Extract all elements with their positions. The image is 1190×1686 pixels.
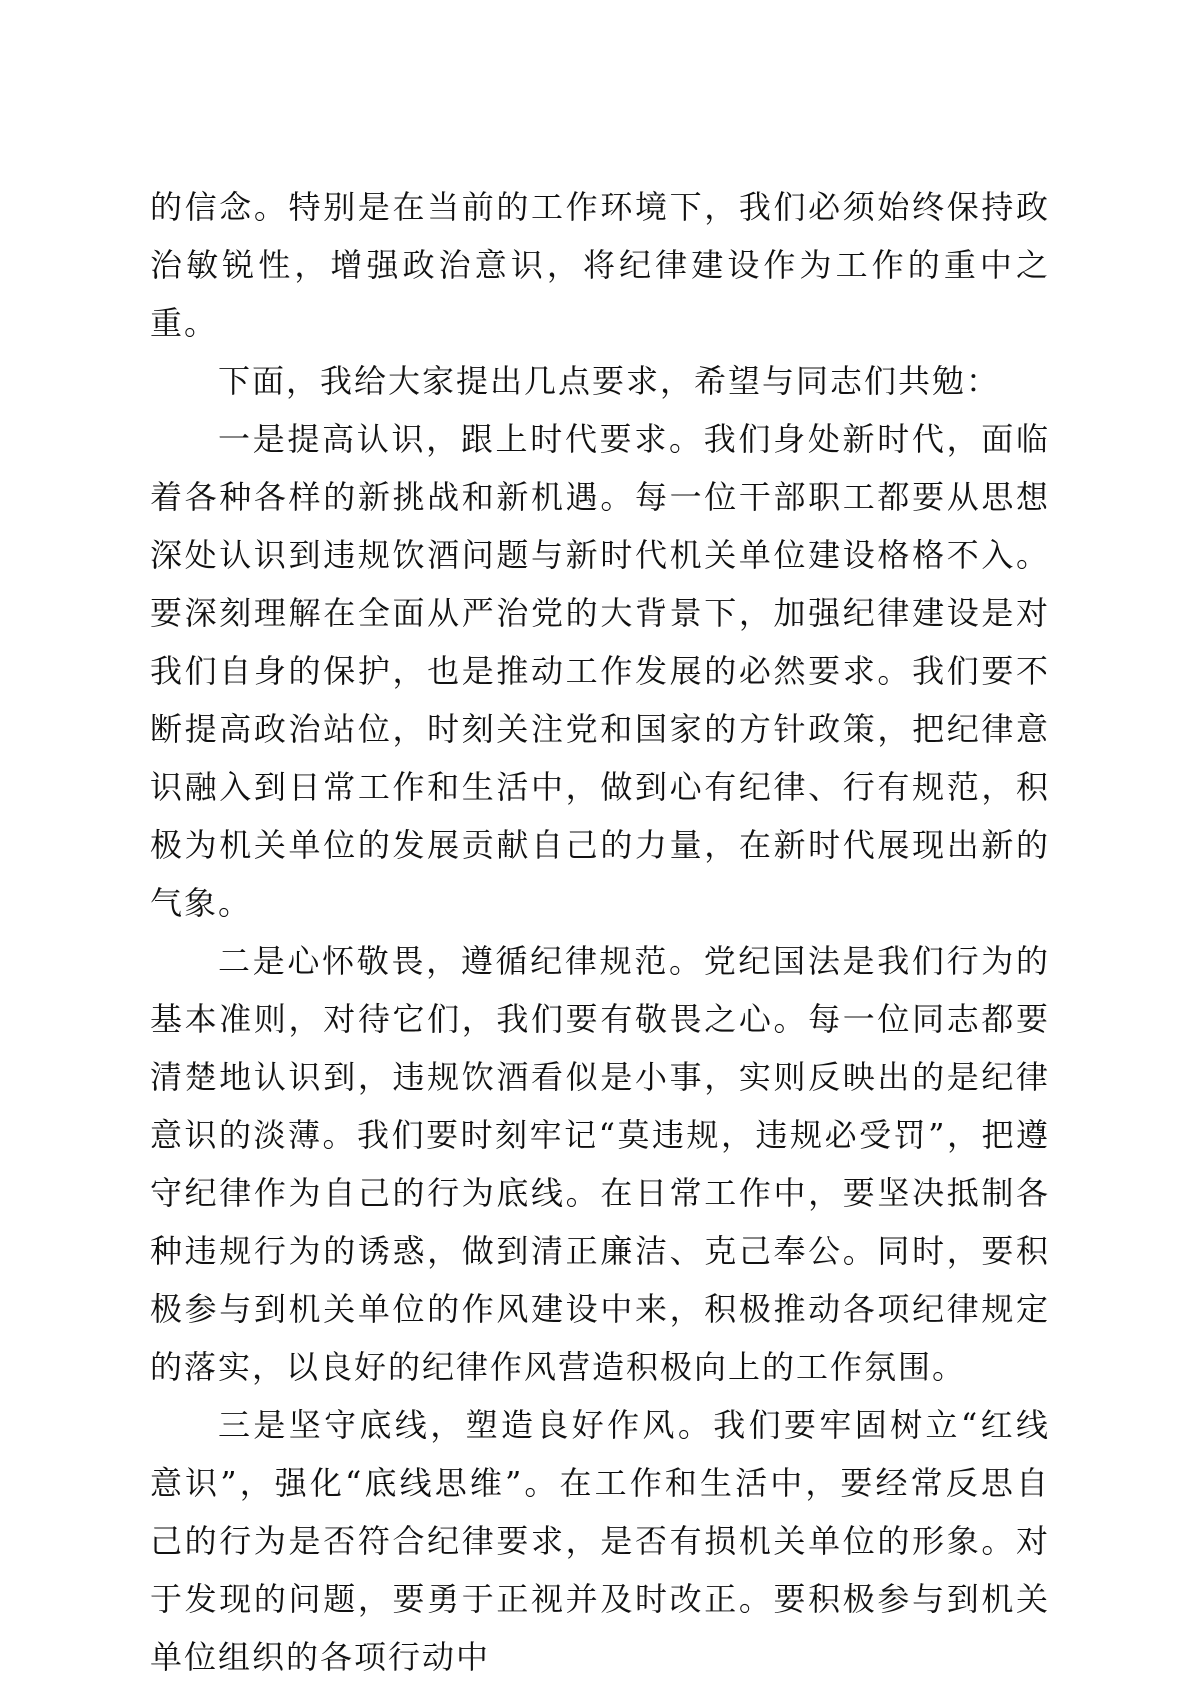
paragraph-5: 三是坚守底线，塑造良好作风。我们要牢固树立“红线意识”，强化“底线思维”。在工作和生活中，要经常反思自己的行为是否符合纪律要求，是否有损机关单位的形象。对于发现的问题，要勇于正视并及时改正。要积极参与到机关单位组织的各项行动中 [150, 1406, 1050, 1676]
document-body [150, 178, 1050, 1686]
paragraph-3: 一是提高认识，跟上时代要求。我们身处新时代，面临着各种各样的新挑战和新机遇。每一位干部职工都要从思想深处认识到违规饮酒问题与新时代机关单位建设格格不入。要深刻理解在全面从严治党的大背景下，加强纪律建设是对我们自身的保护，也是推动工作发展的必然要求。我们要不断提高政治站位，时刻关注党和国家的方针政策，把纪律意识融入到日常工作和生活中，做到心有纪律、行有规范，积极为机关单位的发展贡献自己的力量，在新时代展现出新的气象。 [150, 420, 1050, 922]
paragraph-2: 下面，我给大家提出几点要求，希望与同志们共勉： [218, 362, 1001, 400]
paragraph-4: 二是心怀敬畏，遵循纪律规范。党纪国法是我们行为的基本准则，对待它们，我们要有敬畏之心。每一位同志都要清楚地认识到，违规饮酒看似是小事，实则反映出的是纪律意识的淡薄。我们要时刻牢记“莫违规，违规必受罚”，把遵守纪律作为自己的行为底线。在日常工作中，要坚决抵制各种违规行为的诱惑，做到清正廉洁、克己奉公。同时，要积极参与到机关单位的作风建设中来，积极推动各项纪律规定的落实，以良好的纪律作风营造积极向上的工作氛围。 [150, 942, 1050, 1386]
paragraph-1: 的信念。特别是在当前的工作环境下，我们必须始终保持政治敏锐性，增强政治意识，将纪律建设作为工作的重中之重。 [150, 188, 1050, 342]
